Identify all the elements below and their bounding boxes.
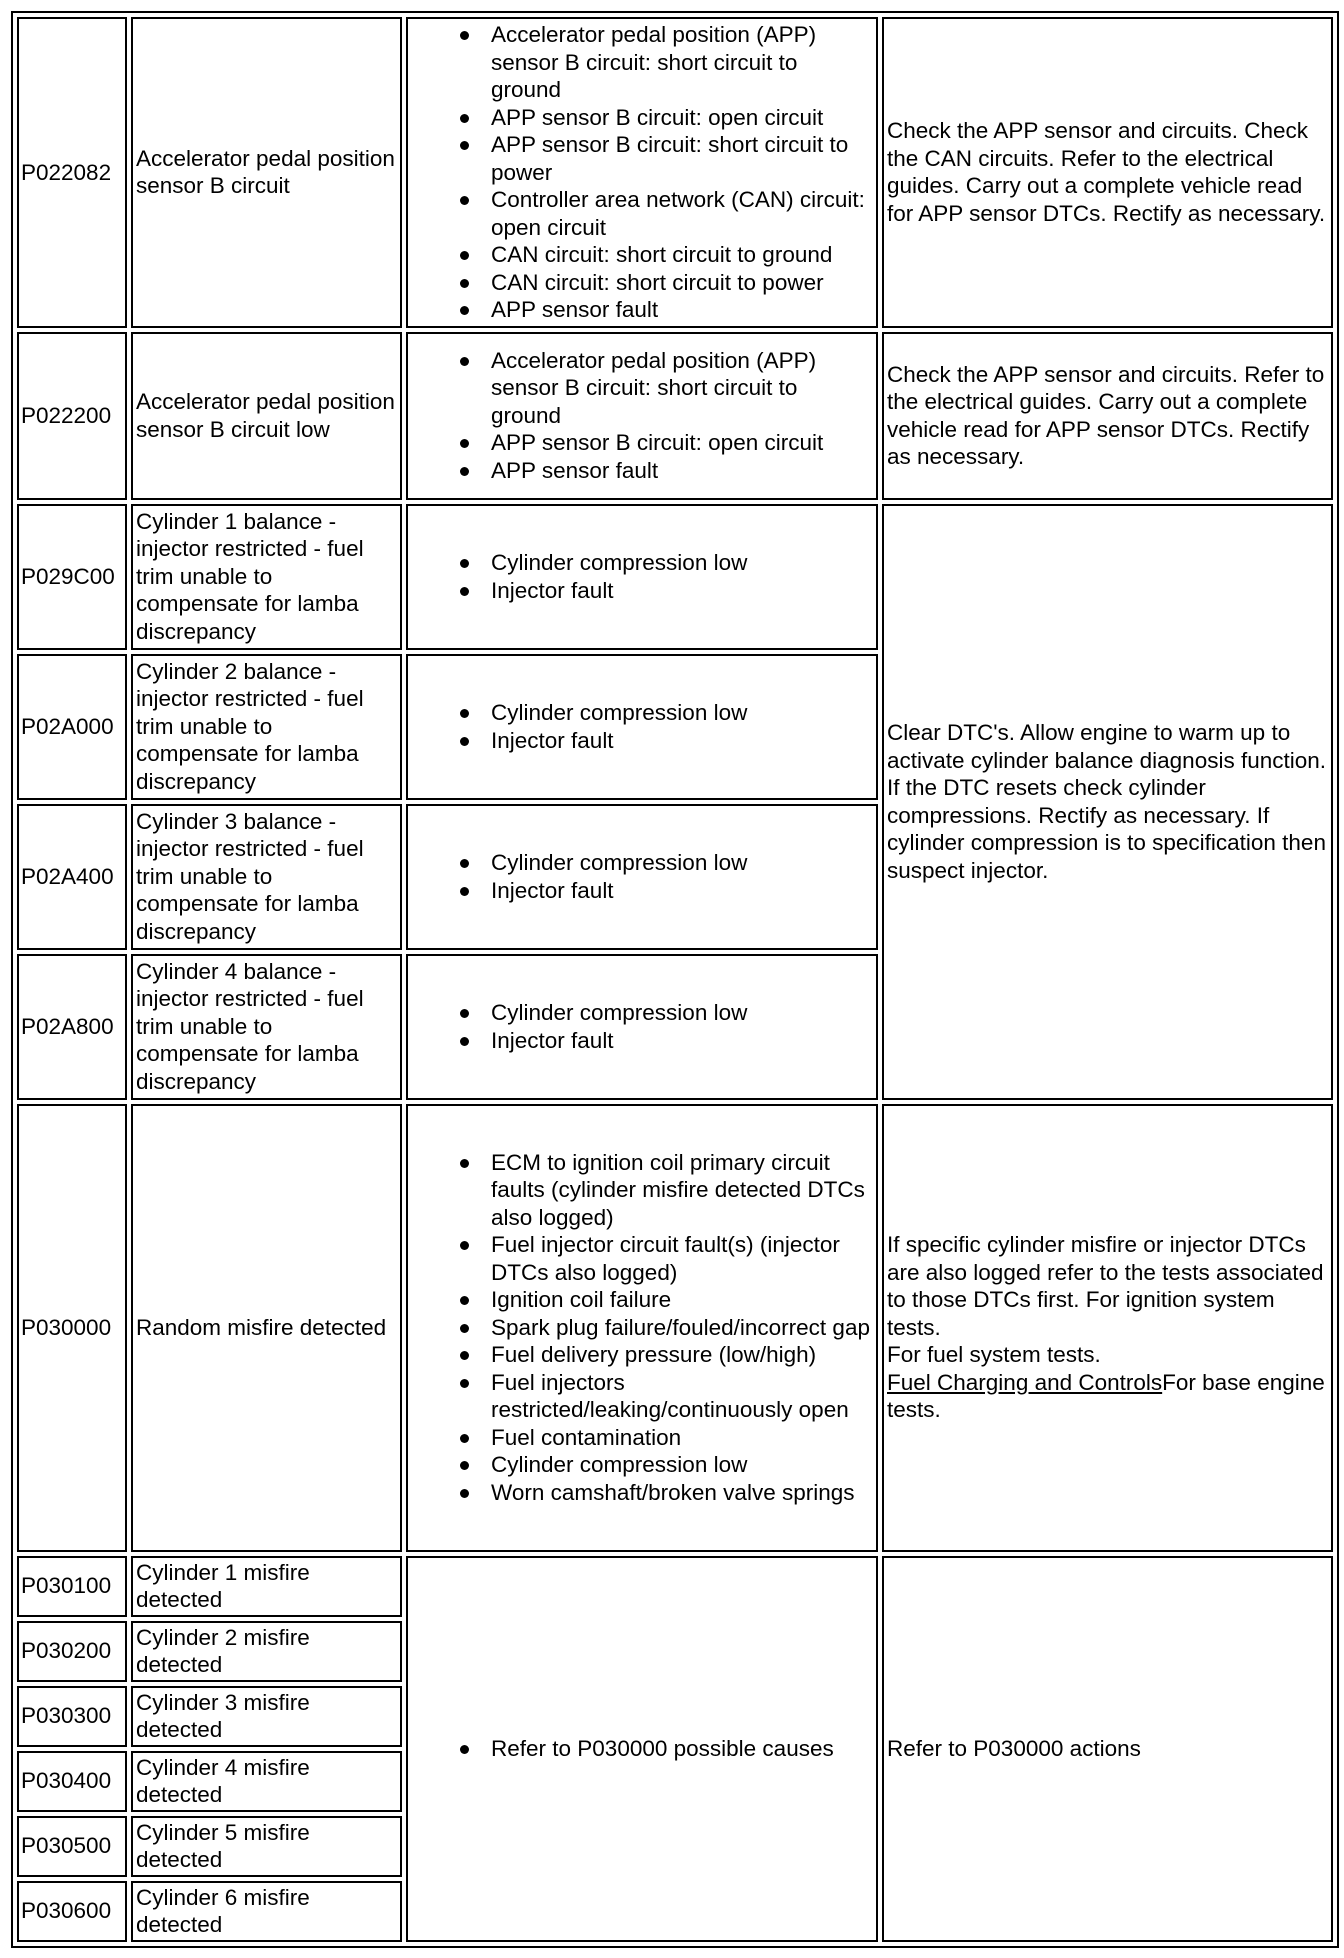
action: Check the APP sensor and circuits. Refer to the electrical guides. Carry out a complete vehicle read for APP sensor DTCs. Rectify as necessary. bbox=[882, 332, 1333, 500]
dtc-description: Cylinder 2 misfire detected bbox=[131, 1621, 402, 1682]
dtc-description: Cylinder 1 misfire detected bbox=[131, 1556, 402, 1617]
dtc-code: P030300 bbox=[17, 1686, 127, 1747]
dtc-description: Cylinder 6 misfire detected bbox=[131, 1881, 402, 1942]
cause-item: APP sensor B circuit: short circuit to power bbox=[491, 131, 872, 186]
cause-item: Controller area network (CAN) circuit: open circuit bbox=[491, 186, 872, 241]
table-row bbox=[17, 1556, 1333, 1617]
dtc-table bbox=[11, 11, 1339, 1948]
possible-causes bbox=[406, 1556, 878, 1942]
cause-item: Fuel delivery pressure (low/high) bbox=[491, 1341, 872, 1369]
cause-item: Accelerator pedal position (APP) sensor B circuit: short circuit to ground bbox=[491, 21, 872, 104]
cause-item: CAN circuit: short circuit to power bbox=[491, 269, 872, 297]
cause-item: Injector fault bbox=[491, 877, 872, 905]
possible-causes bbox=[406, 17, 878, 328]
dtc-code: P029C00 bbox=[17, 504, 127, 650]
cause-item: Injector fault bbox=[491, 1027, 872, 1055]
dtc-code: P030400 bbox=[17, 1751, 127, 1812]
cause-item: Cylinder compression low bbox=[491, 699, 872, 727]
possible-causes bbox=[406, 804, 878, 950]
action-text: For base engine tests. bbox=[887, 1369, 1325, 1423]
table-row bbox=[17, 1104, 1333, 1552]
cause-item: APP sensor fault bbox=[491, 296, 872, 324]
cause-item: Accelerator pedal position (APP) sensor B circuit: short circuit to ground bbox=[491, 347, 872, 430]
dtc-description: Random misfire detected bbox=[131, 1104, 402, 1552]
possible-causes bbox=[406, 1104, 878, 1552]
cause-item: APP sensor B circuit: open circuit bbox=[491, 429, 872, 457]
dtc-code: P02A000 bbox=[17, 654, 127, 800]
fuel-charging-link[interactable]: Fuel Charging and Controls bbox=[887, 1369, 1163, 1395]
table-row bbox=[17, 17, 1333, 328]
cause-item: APP sensor fault bbox=[491, 457, 872, 485]
action-text: For fuel system tests. bbox=[887, 1342, 1101, 1368]
dtc-description: Cylinder 5 misfire detected bbox=[131, 1816, 402, 1877]
cause-item: ECM to ignition coil primary circuit faults (cylinder misfire detected DTCs also logged) bbox=[491, 1149, 872, 1232]
cause-item: Cylinder compression low bbox=[491, 849, 872, 877]
dtc-description: Cylinder 3 misfire detected bbox=[131, 1686, 402, 1747]
table-row bbox=[17, 332, 1333, 500]
cause-item: Ignition coil failure bbox=[491, 1286, 872, 1314]
dtc-code: P02A800 bbox=[17, 954, 127, 1100]
cylinder-balance-action: Clear DTC's. Allow engine to warm up to activate cylinder balance diagnosis function. If the DTC resets check cylinder compressions. Rectify as necessary. If cylinder compression is to specification then suspect injector. bbox=[882, 504, 1333, 1100]
dtc-code: P030000 bbox=[17, 1104, 127, 1552]
action-text: If specific cylinder misfire or injector DTCs are also logged refer to the tests associated to those DTCs first. For ignition system tests. bbox=[887, 1232, 1324, 1340]
cause-item: Cylinder compression low bbox=[491, 999, 872, 1027]
dtc-code: P030100 bbox=[17, 1556, 127, 1617]
cause-item: APP sensor B circuit: open circuit bbox=[491, 104, 872, 132]
cause-item: Refer to P030000 possible causes bbox=[491, 1735, 872, 1763]
action: Refer to P030000 actions bbox=[882, 1556, 1333, 1942]
table-row bbox=[17, 504, 1333, 650]
cause-item: Spark plug failure/fouled/incorrect gap bbox=[491, 1314, 872, 1342]
dtc-description: Accelerator pedal position sensor B circuit low bbox=[131, 332, 402, 500]
dtc-code: P030200 bbox=[17, 1621, 127, 1682]
cause-item: Injector fault bbox=[491, 577, 872, 605]
dtc-code: P02A400 bbox=[17, 804, 127, 950]
cause-item: Cylinder compression low bbox=[491, 549, 872, 577]
cause-item: Fuel contamination bbox=[491, 1424, 872, 1452]
cause-item: Injector fault bbox=[491, 727, 872, 755]
dtc-description: Cylinder 4 misfire detected bbox=[131, 1751, 402, 1812]
possible-causes bbox=[406, 954, 878, 1100]
dtc-code: P022200 bbox=[17, 332, 127, 500]
cause-item: Worn camshaft/broken valve springs bbox=[491, 1479, 872, 1507]
cause-item: Fuel injectors restricted/leaking/continuously open bbox=[491, 1369, 872, 1424]
action bbox=[882, 1104, 1333, 1552]
dtc-description: Cylinder 3 balance - injector restricted - fuel trim unable to compensate for lamba discrepancy bbox=[131, 804, 402, 950]
dtc-code: P030600 bbox=[17, 1881, 127, 1942]
dtc-description: Accelerator pedal position sensor B circuit bbox=[131, 17, 402, 328]
possible-causes bbox=[406, 654, 878, 800]
dtc-code: P030500 bbox=[17, 1816, 127, 1877]
cause-item: CAN circuit: short circuit to ground bbox=[491, 241, 872, 269]
cause-item: Fuel injector circuit fault(s) (injector DTCs also logged) bbox=[491, 1231, 872, 1286]
action: Check the APP sensor and circuits. Check the CAN circuits. Refer to the electrical guides. Carry out a complete vehicle read for APP sensor DTCs. Rectify as necessary. bbox=[882, 17, 1333, 328]
dtc-description: Cylinder 2 balance - injector restricted - fuel trim unable to compensate for lamba discrepancy bbox=[131, 654, 402, 800]
cause-item: Cylinder compression low bbox=[491, 1451, 872, 1479]
dtc-description: Cylinder 1 balance - injector restricted - fuel trim unable to compensate for lamba discrepancy bbox=[131, 504, 402, 650]
dtc-code: P022082 bbox=[17, 17, 127, 328]
dtc-description: Cylinder 4 balance - injector restricted - fuel trim unable to compensate for lamba discrepancy bbox=[131, 954, 402, 1100]
possible-causes bbox=[406, 504, 878, 650]
possible-causes bbox=[406, 332, 878, 500]
